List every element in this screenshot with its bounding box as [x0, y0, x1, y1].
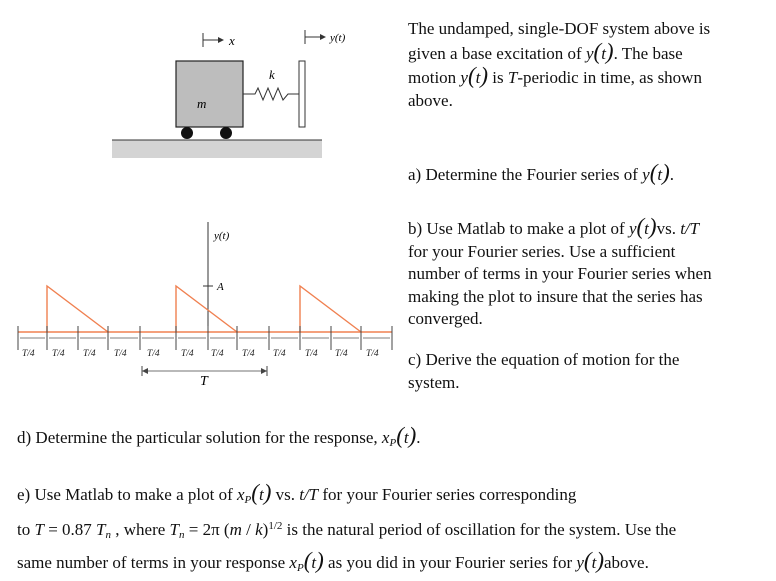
- tick-label: T/4: [366, 349, 379, 359]
- period-label: T: [200, 374, 208, 389]
- x-label: x: [229, 33, 235, 48]
- ground: [112, 140, 322, 158]
- intro-line-1: The undamped, single-DOF system above is: [408, 19, 711, 38]
- tick-label: T/4: [114, 349, 127, 359]
- tick-label: T/4: [211, 349, 224, 359]
- intro-line-2: given a base excitation of y(t). The base: [408, 38, 683, 64]
- amplitude-label: A: [217, 281, 224, 293]
- spring: [243, 88, 299, 100]
- base-motion-plot: [18, 222, 392, 389]
- k-label: k: [269, 67, 275, 82]
- part-a: a) Determine the Fourier series of y(t).: [408, 160, 675, 185]
- tick-label: T/4: [52, 349, 65, 359]
- tick-label: T/4: [305, 349, 318, 359]
- wheel-left: [181, 127, 193, 139]
- wheel-right: [220, 127, 232, 139]
- intro-line-3: motion y(t) is T-periodic in time, as shown: [408, 63, 702, 88]
- part-c: c) Derive the equation of motion for the system.: [408, 350, 680, 392]
- tick-label: T/4: [273, 349, 286, 359]
- tick-label: T/4: [181, 349, 194, 359]
- tick-label: T/4: [147, 349, 160, 359]
- mass-spring-diagram: [112, 30, 346, 158]
- part-e: e) Use Matlab to make a plot of $x_P(t)$ vs. t/T for your Fourier series corresponding to T = 0.87 $T_n$ , where $T_n = 2\pi$ (m / k)$^{1/2}$ is the natural period of oscillation for the system. Use the same number of terms in your response $x_P(t)$ as you did in your Fourier series for y(t)above.: [17, 480, 677, 574]
- base-post: [299, 61, 305, 127]
- intro-line-4: above.: [408, 90, 453, 110]
- yt-label: y(t): [330, 32, 346, 44]
- problem-intro: [408, 18, 768, 112]
- m-label: m: [197, 96, 207, 111]
- tick-label: T/4: [335, 349, 348, 359]
- part-b: b) Use Matlab to make a plot of y(t)vs. t/T for your Fourier series. Use a sufficient number of terms in your Fourier series when making the plot to insure that the series has converged.: [408, 214, 712, 328]
- tick-label: T/4: [83, 349, 96, 359]
- tick-label: T/4: [242, 349, 255, 359]
- part-d: d) Determine the particular solution for the response, $x_P(t)$.: [17, 423, 421, 449]
- tick-label: T/4: [22, 349, 35, 359]
- plot-y-label: y(t): [214, 230, 230, 242]
- mass-block: [176, 61, 243, 127]
